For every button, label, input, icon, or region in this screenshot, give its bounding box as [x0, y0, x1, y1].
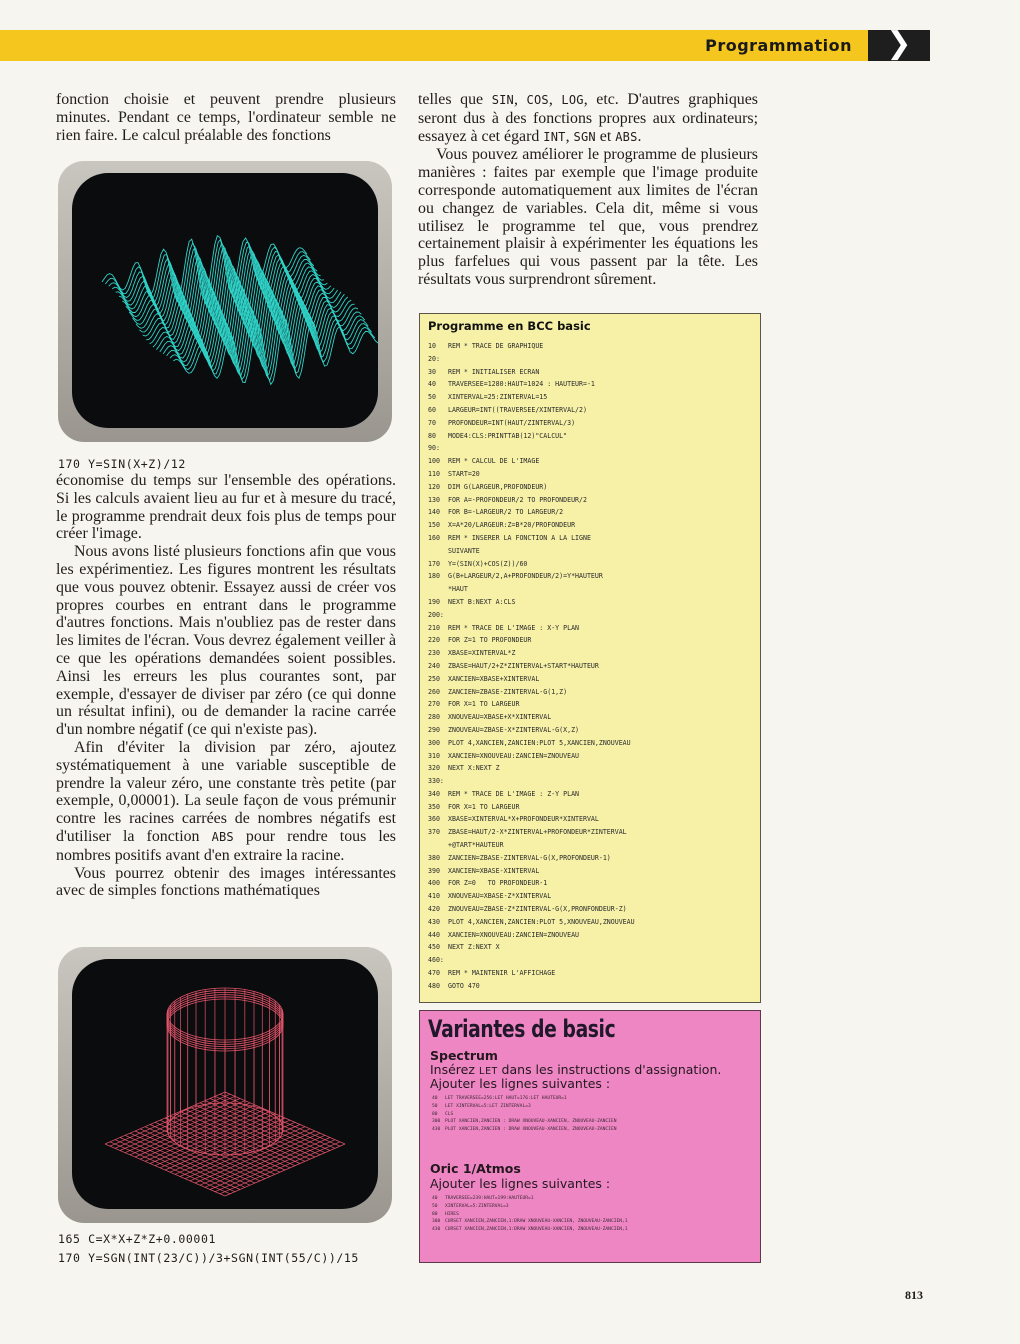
line-number: 50	[428, 393, 436, 402]
line-code: TRAVERSEE=1280:HAUT=1024 : HAUTEUR=-1	[448, 380, 595, 389]
line-number: 180	[428, 572, 440, 581]
line-number: 350	[428, 802, 440, 811]
text-span: .	[637, 127, 642, 145]
code-line	[428, 929, 754, 942]
line-code: XINTERVAL=25:ZINTERVAL=15	[448, 393, 548, 402]
code-line	[428, 378, 754, 391]
line-code: ZBASE=HAUT/2-X*ZINTERVAL+PROFONDEUR*ZINTERVAL +@TART*HAUTEUR	[448, 828, 627, 850]
line-number: 80	[428, 431, 436, 440]
line-code: MODE4:CLS:PRINTTAB(12)"CALCUL"	[448, 431, 568, 440]
code-line	[428, 506, 754, 519]
line-code: Y=(SIN(X)+COS(Z))/60	[448, 559, 528, 568]
line-code: FOR A=-PROFONDEUR/2 TO PROFONDEUR/2	[448, 495, 587, 504]
line-number: 10	[428, 342, 436, 350]
section-header-bar	[0, 30, 868, 61]
text-span: pour rendre tous les nombres positifs avant d'en extraire la racine.	[56, 827, 396, 864]
code-token: INT	[543, 129, 566, 144]
text-span: telles que	[418, 91, 492, 108]
text-span: ,	[548, 91, 562, 108]
line-code: XNOUVEAU=XBASE+X*XINTERVAL	[448, 713, 552, 722]
line-code: PROFONDEUR=INT(HAUT/ZINTERVAL/3)	[448, 418, 576, 427]
spectrum-heading: Spectrum	[430, 1048, 498, 1063]
line-code: HIRES	[445, 1211, 459, 1217]
line-number: 210	[428, 623, 440, 632]
variants-title: Variantes de basic	[428, 1015, 616, 1043]
line-number: 250	[428, 674, 440, 683]
crt-display	[72, 959, 378, 1209]
code-line	[428, 941, 754, 954]
line-number: 380	[428, 853, 440, 862]
paragraph: Vous pourrez obtenir des images intéressantes avec de simples fonctions mathématiques	[56, 864, 396, 900]
line-number: 220	[428, 636, 440, 645]
code-line	[432, 1218, 752, 1226]
line-number: 300	[432, 1219, 441, 1225]
code-line	[428, 417, 754, 430]
line-code: ZBASE=HAUT/2+Z*ZINTERVAL+START*HAUTEUR	[448, 661, 599, 670]
code-line	[428, 967, 754, 980]
text-span: Afin d'éviter la division par zéro, ajoutez systématiquement à une variable susceptible de prendre la valeur zéro, une constante très petite (par exemple, 0,00001). La seule façon de vous prémunir contre les racines carrées de nombres négatifs est d'utiliser la fonction	[56, 738, 396, 845]
line-number: 300	[428, 738, 440, 747]
program-title: Programme en BCC basic	[428, 319, 591, 333]
code-line	[428, 801, 754, 814]
code-line	[432, 1103, 752, 1111]
next-arrow-icon: ❯	[868, 30, 930, 61]
paragraph	[56, 739, 396, 865]
program-listing-box	[419, 313, 761, 1003]
line-code: PLOT XANCIEN,ZANCIEN : DRAW XNOUVEAU-XANCIEN, ZNOUVEAU-ZANCIEN	[445, 1119, 617, 1125]
code-line	[428, 788, 754, 801]
code-line	[428, 877, 754, 890]
code-line	[428, 455, 754, 468]
text-span: et	[595, 127, 616, 145]
line-code: CURSET XANCIEN,ZANCIEN,1:DRAW XNOUVEAU-XANCIEN, ZNOUVEAU-ZANCIEN,1	[445, 1227, 628, 1233]
code-line	[428, 494, 754, 507]
line-code: ZANCIEN=ZBASE-ZINTERVAL-G(1,Z)	[448, 687, 568, 696]
line-number: 50	[432, 1203, 438, 1209]
code-line	[428, 813, 754, 826]
line-code: ZANCIEN=ZBASE-ZINTERVAL-G(X,PROFONDEUR-1)	[448, 853, 611, 862]
text-span: Insérez	[430, 1062, 479, 1077]
code-line	[428, 468, 754, 481]
basic-variants-box	[419, 1010, 761, 1263]
line-number: 130	[428, 495, 440, 504]
line-number: 120	[428, 482, 440, 491]
spectrum-line-2: Ajouter les lignes suivantes :	[430, 1076, 611, 1091]
line-code: FOR Z=1 TO PROFONDEUR	[448, 636, 532, 645]
line-number: 80	[432, 1211, 438, 1217]
line-number: 480	[428, 981, 440, 990]
line-number: 70	[428, 418, 436, 427]
line-number: 30	[428, 367, 436, 376]
line-code: FOR X=1 TO LARGEUR	[448, 700, 520, 709]
figure-cylinder-caption-1: 165 C=X*X+Z*Z+0.00001	[58, 1232, 216, 1246]
code-token: SGN	[573, 129, 596, 144]
line-number: 190	[428, 597, 440, 606]
paragraph: Nous avons listé plusieurs fonctions afin que vous les expérimentiez. Les figures montrent les résultats que vous pouvez obtenir. Essayez aussi de créer vos propres courbes en entrant dans le programme d'autres fonctions. Mais n'oubliez pas de rester dans les limites de l'écran. Vous devrez également veiller à ce que les opérations demandées soient possibles. Ainsi les erreurs les plus courantes sont, par exemple, d'essayer de diviser par zéro (ce qui donne un résultat infini), ou de demander la racine carrée d'un nombre négatif (ce qui n'existe pas).	[56, 543, 396, 739]
left-text-top	[56, 91, 396, 144]
line-number: 200:	[428, 610, 444, 619]
line-number: 40	[428, 380, 436, 389]
line-code: REM * TRACE DE L'IMAGE : X-Y PLAN	[448, 623, 580, 632]
line-code: XINTERVAL=5:ZINTERVAL=3	[445, 1203, 509, 1209]
code-line	[428, 890, 754, 903]
code-line	[428, 865, 754, 878]
code-token: SIN	[491, 93, 514, 107]
code-line	[428, 826, 754, 852]
code-line	[428, 916, 754, 929]
line-code: LET TRAVERSEE=256:LET HAUT=176:LET HAUTEUR=1	[445, 1096, 567, 1101]
line-code: XANCIEN=XNOUVEAU:ZANCIEN=ZNOUVEAU	[448, 930, 580, 939]
line-code: ZNOUVEAU=ZBASE-X*ZINTERVAL-G(X,Z)	[448, 725, 580, 734]
code-line	[432, 1203, 752, 1211]
code-line	[428, 558, 754, 571]
line-code: FOR B=-LARGEUR/2 TO LARGEUR/2	[448, 508, 564, 517]
line-code: XANCIEN=XBASE-XINTERVAL	[448, 866, 540, 875]
spectrum-code	[432, 1095, 752, 1134]
code-line	[428, 980, 754, 993]
cylinder-surface-plot	[72, 959, 378, 1209]
line-code: G(B+LARGEUR/2,A+PROFONDEUR/2)=Y*HAUTEUR *HAUT	[448, 572, 603, 594]
code-line	[428, 570, 754, 596]
line-number: 300	[432, 1119, 441, 1125]
code-line	[428, 622, 754, 635]
line-code: REM * MAINTENIR L'AFFICHAGE	[448, 969, 556, 978]
line-number: 80	[432, 1111, 438, 1117]
text-span: ,	[513, 91, 527, 108]
line-code: XANCIEN=XBASE+XINTERVAL	[448, 674, 540, 683]
line-code: NEXT X:NEXT Z	[448, 764, 500, 773]
line-code: DIM G(LARGEUR,PROFONDEUR)	[448, 482, 548, 491]
line-code: NEXT B:NEXT A:CLS	[448, 597, 516, 606]
code-line	[428, 532, 754, 558]
right-text	[418, 91, 758, 289]
line-number: 230	[428, 649, 440, 658]
line-number: 390	[428, 866, 440, 875]
line-code: TRAVERSEE=239:HAUT=199:HAUTEUR=1	[445, 1196, 534, 1201]
code-line	[428, 609, 754, 622]
program-lines	[428, 340, 754, 993]
line-code: LARGEUR=INT((TRAVERSEE/XINTERVAL/2)	[448, 405, 587, 414]
line-number: 150	[428, 521, 440, 530]
line-number: 160	[428, 533, 440, 542]
line-code: GOTO 470	[448, 981, 480, 990]
line-number: 430	[432, 1227, 441, 1233]
code-line	[428, 954, 754, 967]
code-line	[432, 1095, 752, 1103]
line-number: 280	[428, 713, 440, 722]
line-number: 20:	[428, 354, 440, 363]
line-code: XBASE=XINTERVAL*X+PROFONDEUR*XINTERVAL	[448, 815, 599, 824]
line-number: 450	[428, 943, 440, 952]
oric-heading: Oric 1/Atmos	[430, 1161, 521, 1176]
line-code: REM * INSERER LA FONCTION A LA LIGNE SUIVANTE	[448, 533, 591, 555]
paragraph: économise du temps sur l'ensemble des opérations. Si les calculs avaient lieu au fur et à mesure du tracé, le programme prendrait deux fois plus de temps pour créer l'image.	[56, 472, 396, 543]
line-number: 310	[428, 751, 440, 760]
crt-display	[72, 173, 378, 428]
line-code: FOR X=1 TO LARGEUR	[448, 802, 520, 811]
line-code: FOR Z=0 TO PROFONDEUR-1	[448, 879, 548, 888]
line-code: REM * CALCUL DE L'IMAGE	[448, 457, 540, 466]
code-line	[428, 660, 754, 673]
line-code: REM * TRACE DE L'IMAGE : Z-Y PLAN	[448, 789, 580, 798]
line-number: 420	[428, 905, 440, 914]
line-number: 290	[428, 725, 440, 734]
line-number: 100	[428, 457, 440, 466]
line-number: 430	[432, 1127, 441, 1133]
code-line	[428, 724, 754, 737]
line-number: 270	[428, 700, 440, 709]
line-number: 400	[428, 879, 440, 888]
code-line	[428, 481, 754, 494]
left-text-middle	[56, 472, 396, 900]
line-number: 140	[428, 508, 440, 517]
code-line	[428, 903, 754, 916]
line-number: 330:	[428, 777, 444, 786]
code-line	[428, 391, 754, 404]
line-code: XBASE=XINTERVAL*Z	[448, 649, 516, 658]
line-number: 40	[432, 1196, 438, 1201]
paragraph	[418, 91, 758, 146]
line-code: LET XINTERVAL=5:LET ZINTERVAL=3	[445, 1103, 531, 1109]
paragraph: fonction choisie et peuvent prendre plusieurs minutes. Pendant ce temps, l'ordinateur semble ne rien faire. Le calcul préalable des fonctions	[56, 91, 396, 144]
code-line	[428, 430, 754, 443]
line-number: 260	[428, 687, 440, 696]
line-number: 410	[428, 892, 440, 901]
code-line	[432, 1111, 752, 1119]
code-line	[428, 698, 754, 711]
line-number: 370	[428, 828, 440, 837]
line-number: 60	[428, 405, 436, 414]
line-number: 240	[428, 661, 440, 670]
code-line	[428, 737, 754, 750]
line-number: 50	[432, 1103, 438, 1109]
line-code: XANCIEN=XNOUVEAU:ZANCIEN=ZNOUVEAU	[448, 751, 580, 760]
code-line	[432, 1211, 752, 1219]
line-code: REM * INITIALISER ECRAN	[448, 367, 540, 376]
wave-surface-plot	[72, 173, 378, 428]
code-line	[428, 750, 754, 763]
line-number: 470	[428, 969, 440, 978]
section-title: Programmation	[705, 36, 852, 55]
code-line	[428, 404, 754, 417]
code-line	[428, 852, 754, 865]
code-line	[428, 647, 754, 660]
line-number: 40	[432, 1096, 438, 1101]
code-line	[432, 1195, 752, 1203]
code-line	[428, 353, 754, 366]
text-span: , etc. D'autres graphiques seront dus à des fonctions propres aux ordinateurs; essayez à cet égard	[418, 91, 758, 145]
line-number: 430	[428, 917, 440, 926]
line-code: CURSET XANCIEN,ZANCIEN,1:DRAW XNOUVEAU-XANCIEN, ZNOUVEAU-ZANCIEN,1	[445, 1219, 628, 1225]
code-token: LET	[478, 1066, 498, 1077]
text-span: ,	[565, 127, 574, 145]
code-line	[428, 340, 754, 353]
code-line	[428, 634, 754, 647]
oric-code	[432, 1195, 752, 1234]
line-code: PLOT 4,XANCIEN,ZANCIEN:PLOT 5,XNOUVEAU,ZNOUVEAU	[448, 917, 635, 926]
figure-wave-caption: 170 Y=SIN(X+Z)/12	[58, 457, 186, 471]
code-token: ABS	[211, 829, 234, 844]
code-token: COS	[526, 93, 549, 107]
line-code: PLOT XANCIEN,ZANCIEN : DRAW XNOUVEAU-XANCIEN, ZNOUVEAU-ZANCIEN	[445, 1127, 617, 1133]
code-line	[428, 762, 754, 775]
line-number: 170	[428, 559, 440, 568]
page-number: 813	[905, 1288, 923, 1302]
line-code: ZNOUVEAU=ZBASE-Z*ZINTERVAL-G(X,PRONFONDEUR-Z)	[448, 905, 627, 914]
figure-wave-screen	[58, 161, 392, 442]
line-code: NEXT Z:NEXT X	[448, 943, 500, 952]
line-number: 110	[428, 469, 440, 478]
line-code: START=20	[448, 469, 480, 478]
code-line	[428, 442, 754, 455]
text-span: dans les instructions d'assignation.	[497, 1062, 722, 1077]
code-token: ABS	[615, 129, 638, 144]
spectrum-line-1	[430, 1062, 721, 1077]
code-token: LOG	[561, 93, 584, 107]
paragraph: Vous pouvez améliorer le programme de plusieurs manières : faites par exemple que l'image produite corresponde automatiquement aux limites de l'écran ou changez de variables. Cela dit, même si vous utilisez le programme tel que, vous prendrez certainement plaisir à expérimenter les équations les plus farfelues qui vous passent par la tête. Les résultats vous surprendront sûrement.	[418, 146, 758, 288]
line-code: XNOUVEAU=XBASE-Z*XINTERVAL	[448, 892, 552, 901]
code-line	[428, 596, 754, 609]
code-line	[428, 686, 754, 699]
code-line	[428, 366, 754, 379]
line-number: 90:	[428, 444, 440, 453]
line-code: CLS	[445, 1111, 454, 1117]
line-number: 440	[428, 930, 440, 939]
line-code: REM * TRACE DE GRAPHIQUE	[448, 342, 544, 350]
line-code: PLOT 4,XANCIEN,ZANCIEN:PLOT 5,XANCIEN,ZNOUVEAU	[448, 738, 631, 747]
line-number: 360	[428, 815, 440, 824]
figure-cylinder-caption-2: 170 Y=SGN(INT(23/C))/3+SGN(INT(55/C))/15	[58, 1251, 359, 1265]
line-number: 460:	[428, 956, 444, 965]
line-number: 320	[428, 764, 440, 773]
code-line	[432, 1118, 752, 1126]
code-line	[432, 1226, 752, 1234]
code-line	[428, 519, 754, 532]
line-code: X=A*20/LARGEUR:Z=B*20/PROFONDEUR	[448, 521, 576, 530]
figure-cylinder-screen	[58, 947, 392, 1223]
code-line	[428, 673, 754, 686]
line-number: 340	[428, 789, 440, 798]
oric-line-1: Ajouter les lignes suivantes :	[430, 1176, 611, 1191]
code-line	[432, 1126, 752, 1134]
code-line	[428, 711, 754, 724]
code-line	[428, 775, 754, 788]
